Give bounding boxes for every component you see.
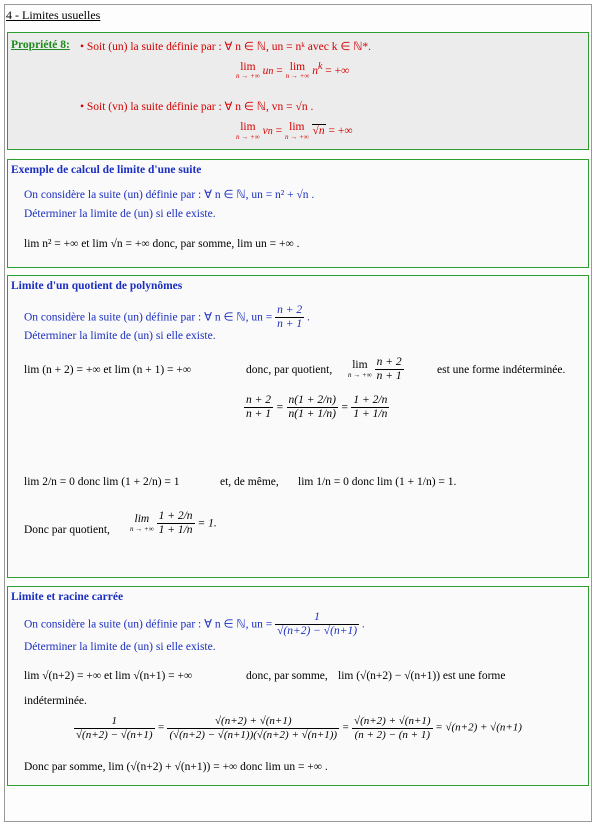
example-quotient-line-3b: donc, par quotient, (246, 364, 333, 376)
example-quotient-line-4a: lim 2/n = 0 donc lim (1 + 2/n) = 1 (24, 476, 180, 488)
example-sum-line-1: On considère la suite (un) définie par : ∀ n ∈ ℕ, un = n² + √n . (24, 189, 315, 201)
example-quotient-line-5: Donc par quotient, (24, 524, 110, 536)
example-quotient-title: Limite d'un quotient de polynômes (11, 280, 183, 292)
example-sum-line-2: Déterminer la limite de (un) si elle existe. (24, 208, 216, 220)
property-label: Propriété 8: (11, 39, 70, 51)
example-quotient-line-2: Déterminer la limite de (un) si elle existe. (24, 330, 216, 342)
example-quotient-final: lim n → +∞ $\frac{1 + 2/n}{1 + 1/n}$ = 1. (130, 510, 217, 537)
example-sum-box (7, 159, 589, 268)
example-sqrt-line-3c: lim (√(n+2) − √(n+1)) est une forme (338, 670, 506, 682)
example-quotient-line-1: On considère la suite (un) définie par : ∀ n ∈ ℕ, un = $\frac{n + 2}{n + 1}$ . (24, 304, 310, 331)
example-quotient-limit-frac: lim n → +∞ $\frac{n + 2}{n + 1}$ (348, 356, 402, 383)
example-quotient-rewrite: $\frac{n + 2}{n + 1}$ = $\frac{n(1 + 2/n)}{n(1 + 1/n)}$ = $\frac{1 + 2/n}{1 + 1/n}$ (246, 394, 388, 421)
example-sum-title: Exemple de calcul de limite d'une suite (11, 164, 202, 176)
example-sum-line-3: lim n² = +∞ et lim √n = +∞ donc, par somme, lim un = +∞ . (24, 238, 300, 250)
example-sqrt-line-5: Donc par somme, lim (√(n+2) + √(n+1)) = +∞ donc lim un = +∞ . (24, 761, 328, 773)
example-sqrt-line-3b: donc, par somme, (246, 670, 328, 682)
example-sqrt-rewrite: $\frac{1}{√(n+2) - √(n+1)}$ = $\frac{√(n+2) + √(n+1)}{(√(n+2) - √(n+1))(√(n+2) + √(n+1))}$ = $\frac{√(n+2) + √(n+1)}{(n + 2) - (n + 1)}$ = √(n+2) + √(n+1) (76, 715, 522, 741)
example-quotient-line-3c: est une forme indéterminée. (437, 364, 566, 376)
example-sqrt-line-3a: lim √(n+2) = +∞ et lim √(n+1) = +∞ (24, 670, 193, 682)
example-quotient-line-4b: et, de même, (220, 476, 279, 488)
example-quotient-line-4c: lim 1/n = 0 donc lim (1 + 1/n) = 1. (298, 476, 457, 488)
property-limit-2: lim n → +∞ vn = lim n → +∞ √ n = +∞ (236, 122, 353, 141)
example-sqrt-box (7, 586, 589, 786)
property-line-2: • Soit (vn) la suite définie par : ∀ n ∈ ℕ, vn = √n . (80, 101, 314, 113)
property-box (7, 32, 589, 150)
property-limit-1: lim n → +∞ un = lim n → +∞ $n^k$ = +∞ (236, 60, 350, 81)
section-title: 4 - Limites usuelles (6, 8, 101, 22)
example-sqrt-line-3d: indéterminée. (24, 695, 87, 707)
example-sqrt-line-1: On considère la suite (un) définie par : ∀ n ∈ ℕ, un = $\frac{1}{√(n+2) - √(n+1)}$ . (24, 611, 365, 638)
example-sqrt-line-2: Déterminer la limite de (un) si elle existe. (24, 641, 216, 653)
example-quotient-line-3a: lim (n + 2) = +∞ et lim (n + 1) = +∞ (24, 364, 192, 376)
example-quotient-box (7, 275, 589, 578)
example-sqrt-title: Limite et racine carrée (11, 591, 124, 603)
property-line-1: • Soit (un) la suite définie par : ∀ n ∈ ℕ, un = nᵏ avec k ∈ ℕ*. (80, 41, 372, 53)
